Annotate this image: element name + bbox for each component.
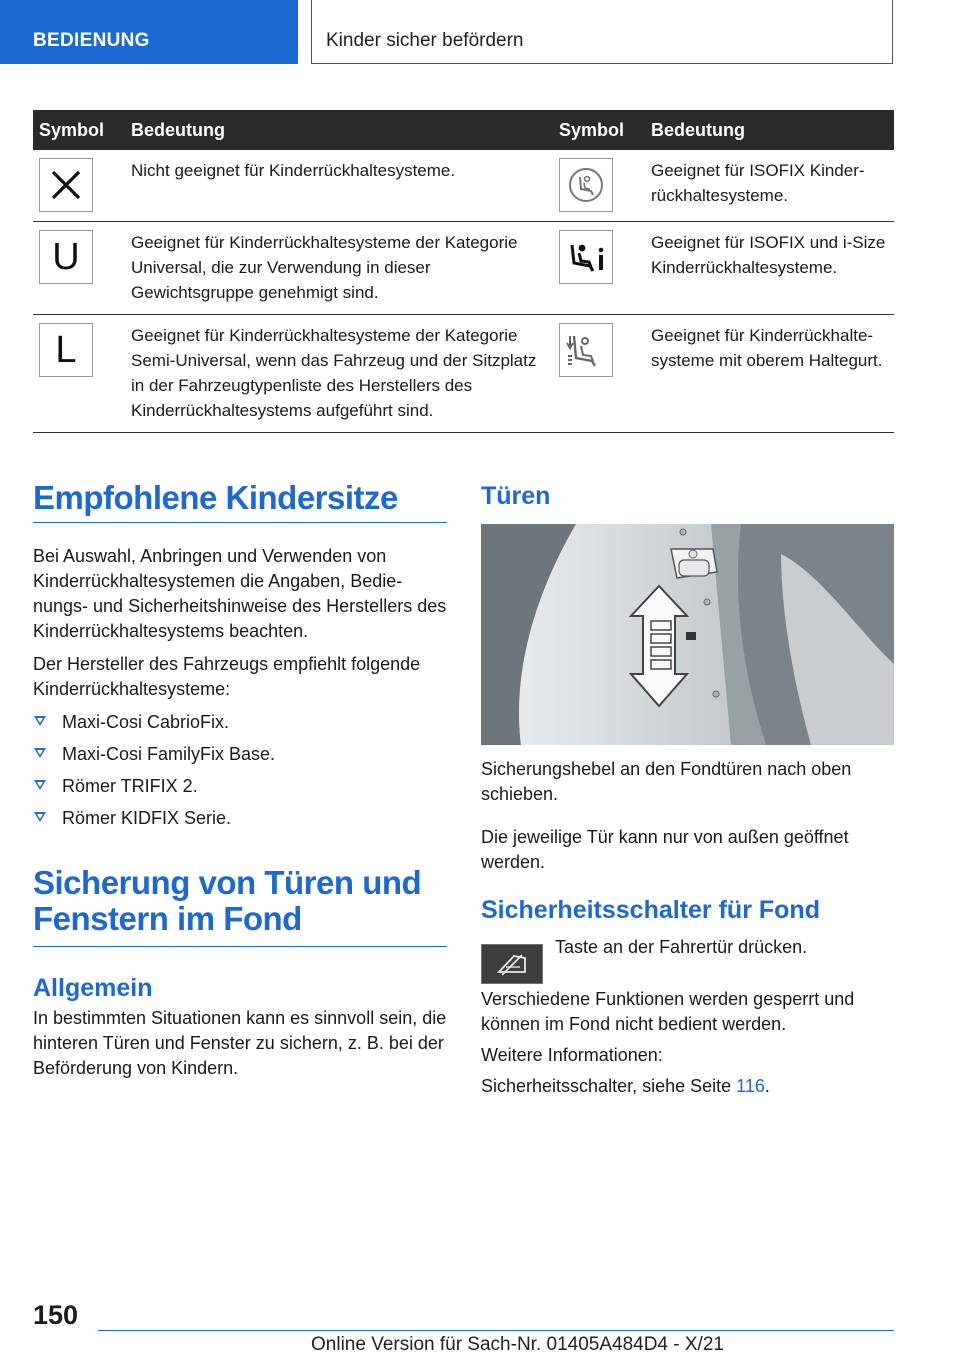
heading-safety-switch: Sicherheitsschalter für Fond <box>481 896 820 924</box>
table-cell: Geeignet für Kinderrückhaltesysteme der Kategorie Semi-Universal, wenn das Fahrzeug und der Sitzplatz in der Fahrzeugtypenliste des Herstellers des Kinderrückhaltesystems aufgeführt sind. <box>125 315 553 433</box>
header-symbol-1: Symbol <box>33 110 125 150</box>
heading-rule <box>33 946 447 947</box>
paragraph: Weitere Informationen: <box>481 1045 663 1065</box>
paragraph: Der Hersteller des Fahrzeugs empfiehlt folgende Kinderrückhaltesysteme: <box>33 654 421 699</box>
table-cell: Nicht geeignet für Kinderrückhaltesysteme. <box>125 150 553 222</box>
recommended-seat-list <box>33 710 447 831</box>
window-lock-button-icon <box>481 944 543 984</box>
paragraph: Taste an der Fahrertür drücken. <box>555 937 808 957</box>
list-item: Römer KIDFIX Serie. <box>33 806 447 831</box>
bullet-triangle-icon <box>34 780 46 790</box>
footer-rule <box>98 1330 894 1331</box>
left-column <box>33 480 447 1081</box>
chapter-title: Kinder sicher befördern <box>326 30 524 51</box>
table-header-row <box>33 110 894 150</box>
symbol-table <box>33 110 894 433</box>
door-lock-photo <box>481 524 894 745</box>
page-number: 150 <box>33 1300 79 1330</box>
heading-rule <box>33 522 447 523</box>
list-item: Maxi-Cosi CabrioFix. <box>33 710 447 735</box>
bullet-triangle-icon <box>34 812 46 822</box>
universal-symbol: U <box>39 230 93 284</box>
heading-door-window-lock: Sicherung von Türen und Fenstern im Fond <box>33 864 422 937</box>
table-cell: Geeignet für Kinderrückhaltesysteme der Kategorie Universal, die zur Verwendung in dieser Gewichtsgruppe genehmigt sind. <box>125 222 553 315</box>
heading-doors: Türen <box>481 482 551 510</box>
table-row <box>33 315 894 433</box>
heading-general: Allgemein <box>33 974 153 1002</box>
paragraph: Sicherungshebel an den Fondtüren nach oben schieben. <box>481 759 852 804</box>
isize-seat-icon <box>559 230 613 284</box>
isofix-seat-icon <box>559 158 613 212</box>
paragraph: Die jeweilige Tür kann nur von außen geöffnet werden. <box>481 827 849 872</box>
list-item: Römer TRIFIX 2. <box>33 774 447 799</box>
table-cell: Geeignet für ISOFIX und i-Size Kinderrückhaltesysteme. <box>645 222 894 315</box>
header-symbol-2: Symbol <box>553 110 645 150</box>
table-row <box>33 222 894 315</box>
bullet-triangle-icon <box>34 748 46 758</box>
paragraph: Verschiedene Funktionen werden gesperrt und können im Fond nicht bedient werden. <box>481 989 855 1034</box>
header-meaning-2: Bedeutung <box>645 110 894 150</box>
chapter-header <box>311 0 893 64</box>
right-column <box>481 757 894 1099</box>
section-tab[interactable] <box>0 0 298 64</box>
top-tether-seat-icon <box>559 323 613 377</box>
table-cell: Geeignet für ISOFIX Kinderrückhaltesysteme. <box>645 150 894 222</box>
cross-icon <box>39 158 93 212</box>
page-link[interactable]: 116 <box>736 1076 765 1096</box>
table-row <box>33 150 894 222</box>
footer-text: Online Version für Sach-Nr. 01405A484D4 - X/21 <box>311 1334 724 1355</box>
table-cell: Geeignet für Kinderrückhaltesysteme mit oberem Haltegurt. <box>645 315 894 433</box>
paragraph: Sicherheitsschalter, siehe Seite 116. <box>481 1076 770 1096</box>
list-item: Maxi-Cosi FamilyFix Base. <box>33 742 447 767</box>
header-meaning-1: Bedeutung <box>125 110 553 150</box>
bullet-triangle-icon <box>34 716 46 726</box>
semi-universal-symbol: L <box>39 323 93 377</box>
section-title: BEDIENUNG <box>33 30 150 51</box>
paragraph: In bestimmten Situationen kann es sinnvoll sein, die hinteren Türen und Fenster zu sichern, z. B. bei der Beförderung von Kindern. <box>33 1008 447 1078</box>
heading-recommended-seats: Empfohlene Kindersitze <box>33 479 398 516</box>
paragraph: Bei Auswahl, Anbringen und Verwenden von Kinderrückhaltesystemen die Angaben, Bedienungs- und Sicherheitshinweise des Herstellers des Kinderrückhaltesystems beachten. <box>33 546 447 641</box>
